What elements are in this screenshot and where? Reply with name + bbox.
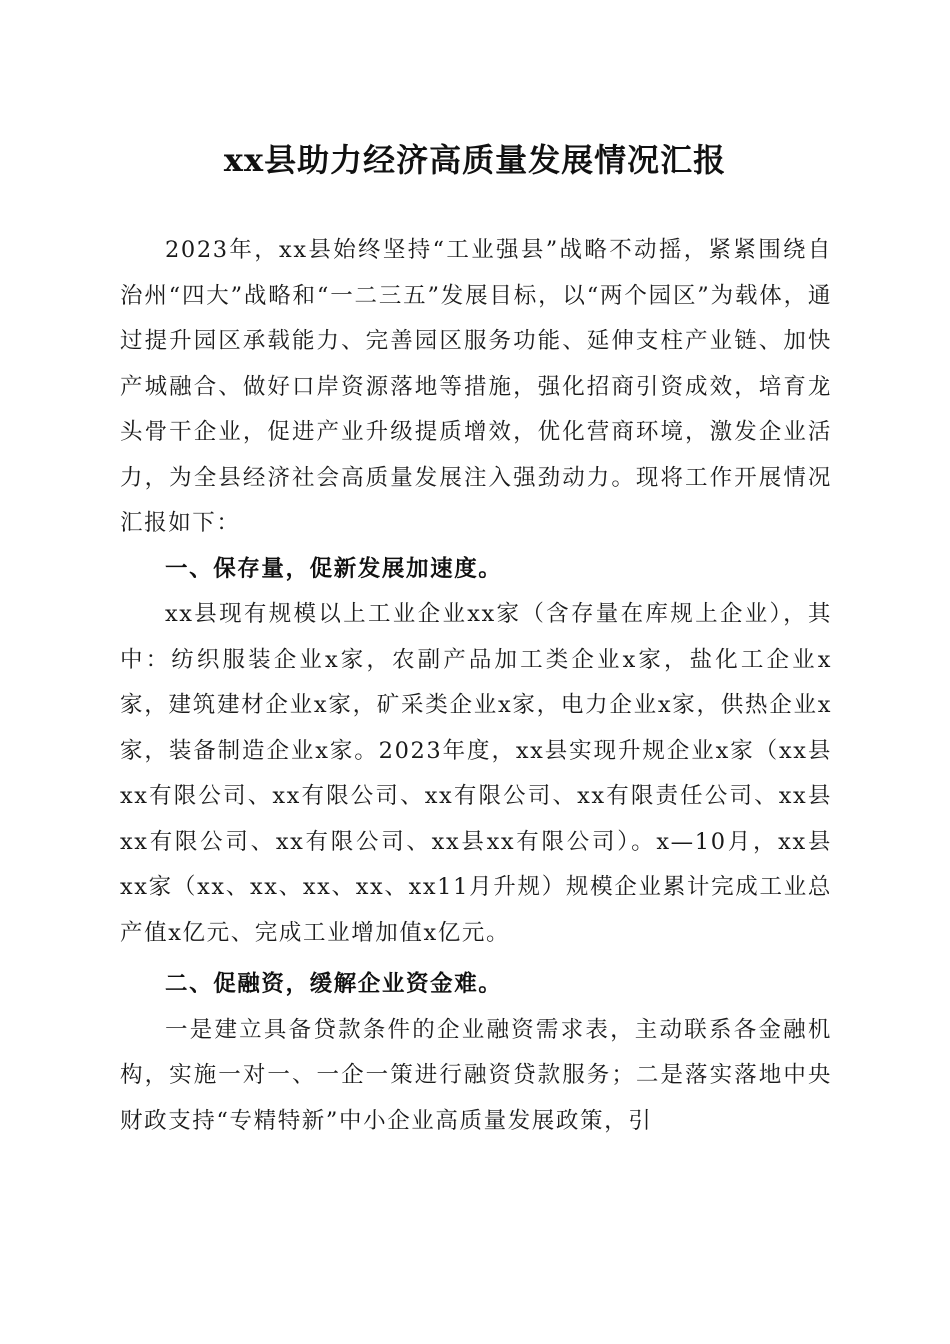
document-body: [120, 228, 832, 1144]
section-1-paragraph: xx县现有规模以上工业企业xx家（含存量在库规上企业），其中：纺织服装企业x家，农副产品加工类企业x家，盐化工企业x家，建筑建材企业x家，矿采类企业x家，电力企业x家，供热企业x家，装备制造企业x家。2023年度，xx县实现升规企业x家（xx县xx有限公司、xx有限公司、xx有限公司、xx有限责任公司、xx县xx有限公司、xx有限公司、xx县xx有限公司）。x—10月，xx县xx家（xx、xx、xx、xx、xx11月升规）规模企业累计完成工业总产值x亿元、完成工业增加值x亿元。: [120, 601, 832, 946]
section-2-heading: 二、促融资，缓解企业资金难。: [165, 971, 503, 997]
section-1-heading: 一、保存量，促新发展加速度。: [165, 555, 503, 582]
document-title: xx县助力经济高质量发展情况汇报: [223, 141, 727, 179]
intro-paragraph: 2023年，xx县始终坚持“工业强县”战略不动摇，紧紧围绕自治州“四大”战略和“一二三五”发展目标，以“两个园区”为载体，通过提升园区承载能力、完善园区服务功能、延伸支柱产业链、加快产城融合、做好口岸资源落地等措施，强化招商引资成效，培育龙头骨干企业，促进产业升级提质增效，优化营商环境，激发企业活力，为全县经济社会高质量发展注入强劲动力。现将工作开展情况汇报如下：: [120, 237, 832, 536]
section-2-paragraph: 一是建立具备贷款条件的企业融资需求表，主动联系各金融机构，实施一对一、一企一策进行融资贷款服务；二是落实落地中央财政支持“专精特新”中小企业高质量发展政策，引: [120, 1016, 832, 1134]
